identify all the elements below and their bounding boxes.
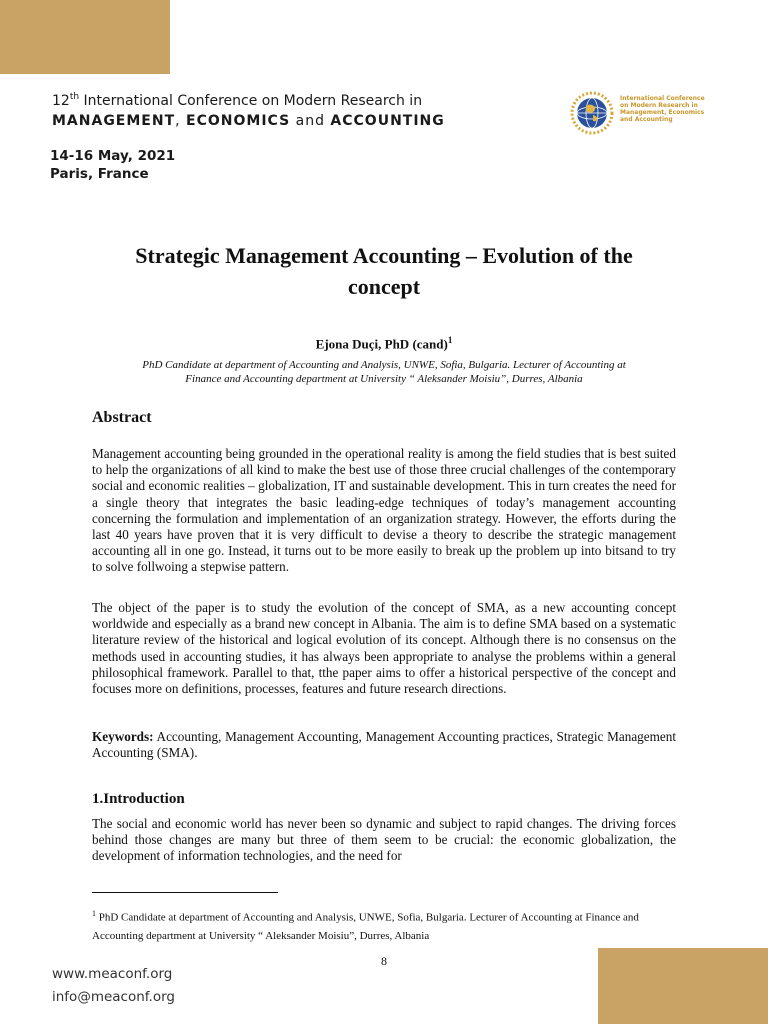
footnote xyxy=(92,905,682,945)
conference-date: 14-16 May, 2021 xyxy=(50,148,176,164)
introduction-heading: 1.Introduction xyxy=(92,791,185,807)
affiliation-line: PhD Candidate at department of Accounting and Analysis, UNWE, Sofia, Bulgaria. Lecturer of Accounting at xyxy=(142,359,626,371)
conference-location: Paris, France xyxy=(50,166,149,182)
conference-number-suffix: th xyxy=(69,92,80,102)
website-link[interactable] xyxy=(52,966,172,982)
footnote-mark: 1 xyxy=(92,909,96,918)
abstract-paragraph-2: The object of the paper is to study the evolution of the concept of SMA, as a new accounting concept worldwide and especially as a brand new concept in Albania. The aim is to define SMA based on a systematic literature review of the historical and logical evolution of its concept. Although there is no consensus on the methods used in accounting studies, it has always been appropriate to analyse the problems within a general philosophical framework. Parallel to that, tthe paper aims to offer a historical perspective of the concept and focuses more on definitions, processes, features and future research directions. xyxy=(92,600,676,697)
logo-text-line: Management, Economics xyxy=(620,109,705,116)
keywords-text: Accounting, Management Accounting, Management Accounting practices, Strategic Management Accounting (SMA). xyxy=(92,729,676,761)
page-number: 8 xyxy=(381,954,387,968)
conf-sep: , xyxy=(175,113,187,129)
author-affiliation xyxy=(92,358,676,386)
footnote-text: PhD Candidate at department of Accounting and Analysis, UNWE, Sofia, Bulgaria. Lecturer of Accounting at Finance and Accounting department at University “ Aleksander Moisiu”, Durres, Albania xyxy=(92,911,639,942)
abstract-paragraph-1: Management accounting being grounded in the operational reality is among the field studies that is best suited to help the organizations of all kind to make the best use of those three crucial challenges of the contemporary social and economic realities – globalization, IT and sustainable development. This in turn creates the need for a single theory that integrates the basic leading-edge techniques of today’s management accounting concerning the formulation and implementation of an organization strategy. However, the efforts during the last 40 years have proven that it is very difficult to devise a theory to describe the strategic management accounting all in one go. Instead, it turns out to be more easily to break up the problem up into bitsand to try to solve follwoing a stepwise pattern. xyxy=(92,446,676,575)
corner-decoration-bottom xyxy=(598,948,768,1024)
email-link[interactable] xyxy=(52,989,175,1005)
email-link-text[interactable]: info@meaconf.org xyxy=(52,989,175,1005)
paper-title xyxy=(60,240,708,302)
title-line: Strategic Management Accounting – Evolution of the xyxy=(135,243,633,268)
introduction-paragraph: The social and economic world has never been so dynamic and subject to rapid changes. The driving forces behind those changes are many but three of them seem to be crucial: the economic globalization, the development of information technologies, and the need for xyxy=(92,816,676,864)
author-text: Ejona Duçi, PhD (cand) xyxy=(315,336,448,352)
conf-word-accounting: ACCOUNTING xyxy=(330,113,445,129)
logo-text-line: and Accounting xyxy=(620,116,673,123)
conf-word-management: MANAGEMENT xyxy=(52,113,176,129)
conference-name-line2 xyxy=(52,113,445,129)
conference-name-line1 xyxy=(52,92,422,109)
footnote-divider xyxy=(92,892,278,893)
conf-word-economics: ECONOMICS xyxy=(186,113,291,129)
conference-logo-text xyxy=(620,95,720,123)
abstract-heading: Abstract xyxy=(92,409,152,426)
author-footnote-mark[interactable]: 1 xyxy=(447,335,453,345)
title-line: concept xyxy=(347,274,421,299)
logo-text-line: on Modern Research in xyxy=(620,102,698,109)
corner-decoration-top xyxy=(0,0,170,74)
keywords-label: Keywords: xyxy=(92,729,154,744)
conference-name-rest: International Conference on Modern Research in xyxy=(79,93,423,109)
conference-number: 12 xyxy=(52,93,70,109)
author-name xyxy=(60,335,708,352)
keywords xyxy=(92,729,676,761)
conf-and: and xyxy=(290,113,331,129)
website-link-text[interactable]: www.meaconf.org xyxy=(52,966,173,982)
logo-text-line: International Conference xyxy=(620,95,705,102)
affiliation-line: Finance and Accounting department at University “ Aleksander Moisiu”, Durres, Albania xyxy=(185,373,583,385)
